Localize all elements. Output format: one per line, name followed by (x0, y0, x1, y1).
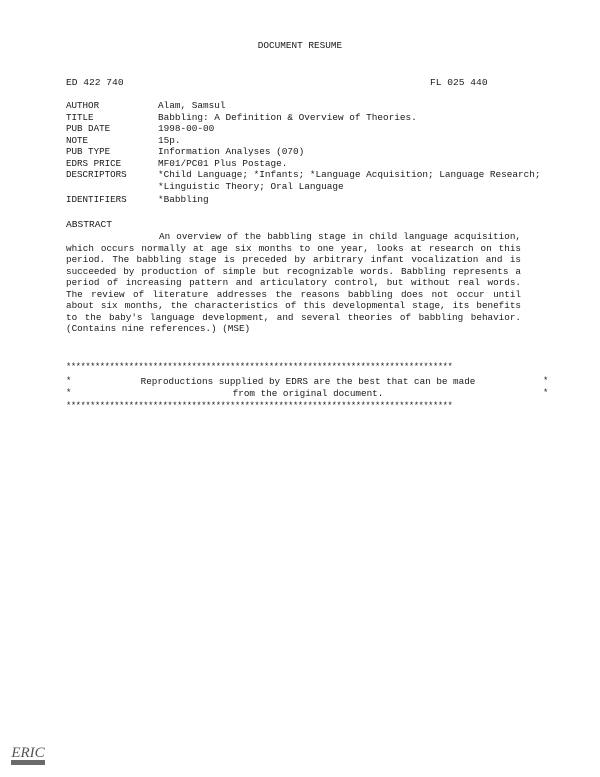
document-title: DOCUMENT RESUME (257, 40, 343, 51)
field-label: PUB TYPE (66, 146, 111, 157)
field-label: TITLE (66, 111, 94, 123)
field-value: Information Analyses (070) (158, 146, 305, 157)
field-value: 15p. (158, 134, 181, 146)
field-label: AUTHOR (66, 100, 100, 111)
field-label: PUB DATE (66, 123, 111, 134)
reproduction-line-2: from the original document. (232, 388, 384, 399)
border-left-2: * (66, 388, 72, 398)
border-bottom: ******************************************************************************** (66, 401, 453, 411)
abstract-label: ABSTRACT (66, 219, 113, 230)
field-value: MF01/PC01 Plus Postage. (158, 157, 288, 169)
field-value: 1998-00-00 (158, 123, 215, 134)
field-value: Babbling: A Definition & Overview of Theories. (158, 111, 417, 123)
border-right-2: * (543, 388, 549, 398)
eric-logo-text: ERIC (11, 745, 45, 761)
border-top: ******************************************************************************** (66, 362, 453, 372)
border-left-1: * (66, 376, 72, 386)
field-label: IDENTIFIERS (66, 194, 127, 205)
field-value: *Babbling (158, 194, 209, 205)
fl-number: FL 025 440 (430, 77, 488, 88)
border-right-1: * (543, 376, 549, 386)
reproduction-line-1: Reproductions supplied by EDRS are the best that can be made (140, 376, 476, 387)
ed-number: ED 422 740 (66, 77, 124, 88)
eric-logo-icon (10, 738, 46, 766)
field-value: *Child Language; *Infants; *Language Acquisition; Language Research; *Linguistic Theory; Oral Language (158, 169, 541, 192)
field-label: NOTE (66, 134, 89, 146)
field-label: DESCRIPTORS (66, 169, 127, 180)
field-value: Alam, Samsul (158, 100, 226, 111)
abstract-text: An overview of the babbling stage in child language acquisition, which occurs normally at age six months to one year, looks at research on this period. The babbling stage is preceded by arbitrary infant vocalization and is succeeded by production of simple but recognizable words. Babbling represents a period of increasing pattern and articulatory control, but without real words. The review of literature addresses the reasons babbling does not occur until about six months, the characteristics of this developmental stage, its benefits to the baby's language development, and several theories of babbling behavior. (Contains nine references.) (MSE) (66, 231, 521, 334)
field-label: EDRS PRICE (66, 157, 122, 169)
